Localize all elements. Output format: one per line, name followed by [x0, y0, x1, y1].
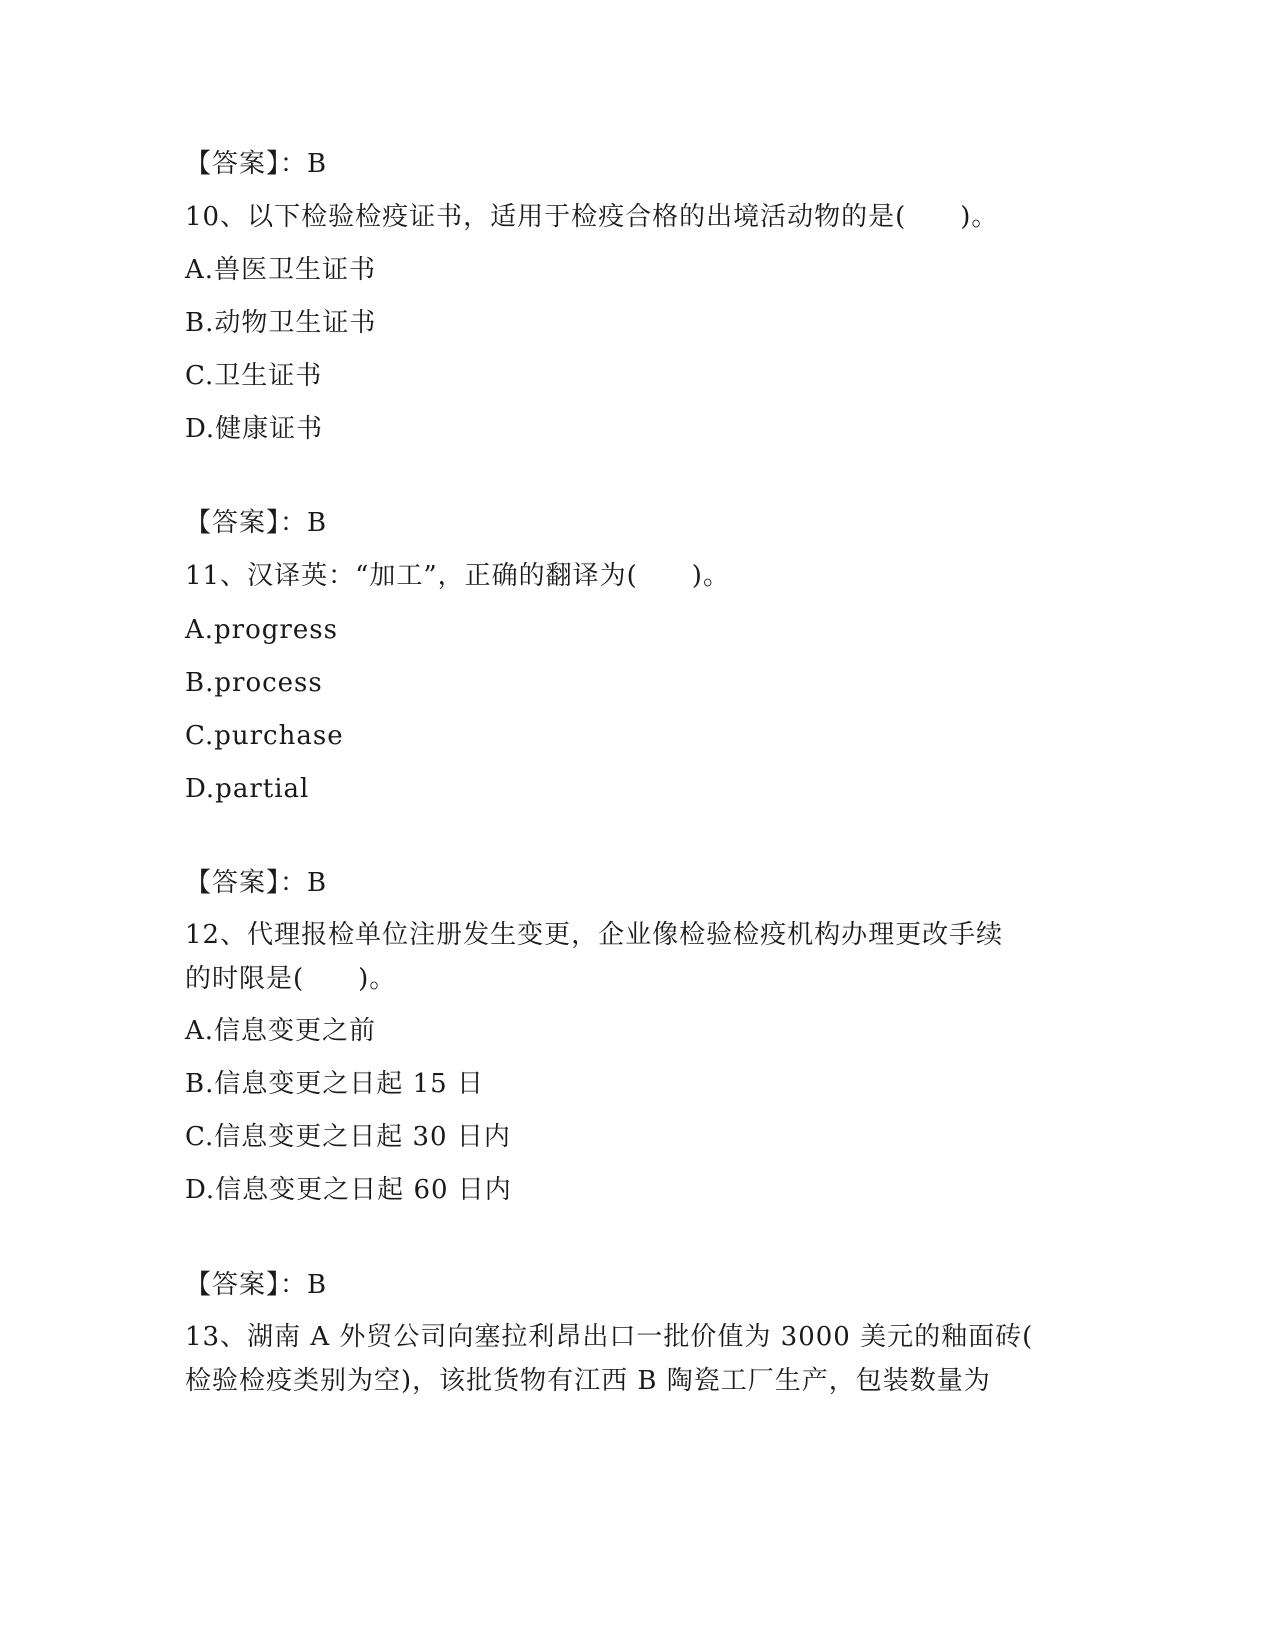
answer-10: 【答案】：B	[185, 508, 328, 538]
question-13-stem-line1: 13、湖南 A 外贸公司向塞拉利昂出口一批价值为 3000 美元的釉面砖(	[185, 1322, 1034, 1352]
question-12-stem-line2: 的时限是( )。	[185, 964, 397, 994]
answer-9: 【答案】：B	[185, 149, 328, 179]
question-10-option-d: D.健康证书	[185, 414, 324, 444]
question-10-option-b: B.动物卫生证书	[185, 308, 377, 338]
question-11-option-a: A.progress	[185, 615, 338, 645]
answer-12: 【答案】：B	[185, 1270, 328, 1300]
question-12-option-b: B.信息变更之日起 15 日	[185, 1069, 484, 1099]
question-12-option-d: D.信息变更之日起 60 日内	[185, 1175, 512, 1205]
question-12-option-c: C.信息变更之日起 30 日内	[185, 1122, 511, 1152]
question-12-option-a: A.信息变更之前	[185, 1016, 377, 1046]
question-11-option-c: C.purchase	[185, 721, 344, 751]
question-11-option-d: D.partial	[185, 774, 310, 804]
question-10-stem: 10、以下检验检疫证书，适用于检疫合格的出境活动物的是( )。	[185, 202, 999, 232]
question-10-option-a: A.兽医卫生证书	[185, 255, 377, 285]
question-10-option-c: C.卫生证书	[185, 361, 323, 391]
question-13-stem-line2: 检验检疫类别为空)，该批货物有江西 B 陶瓷工厂生产，包装数量为	[185, 1366, 991, 1396]
answer-11: 【答案】：B	[185, 868, 328, 898]
question-12-stem-line1: 12、代理报检单位注册发生变更，企业像检验检疫机构办理更改手续	[185, 920, 1004, 950]
question-11-stem: 11、汉译英：“加工”，正确的翻译为( )。	[185, 561, 730, 591]
question-11-option-b: B.process	[185, 668, 323, 698]
